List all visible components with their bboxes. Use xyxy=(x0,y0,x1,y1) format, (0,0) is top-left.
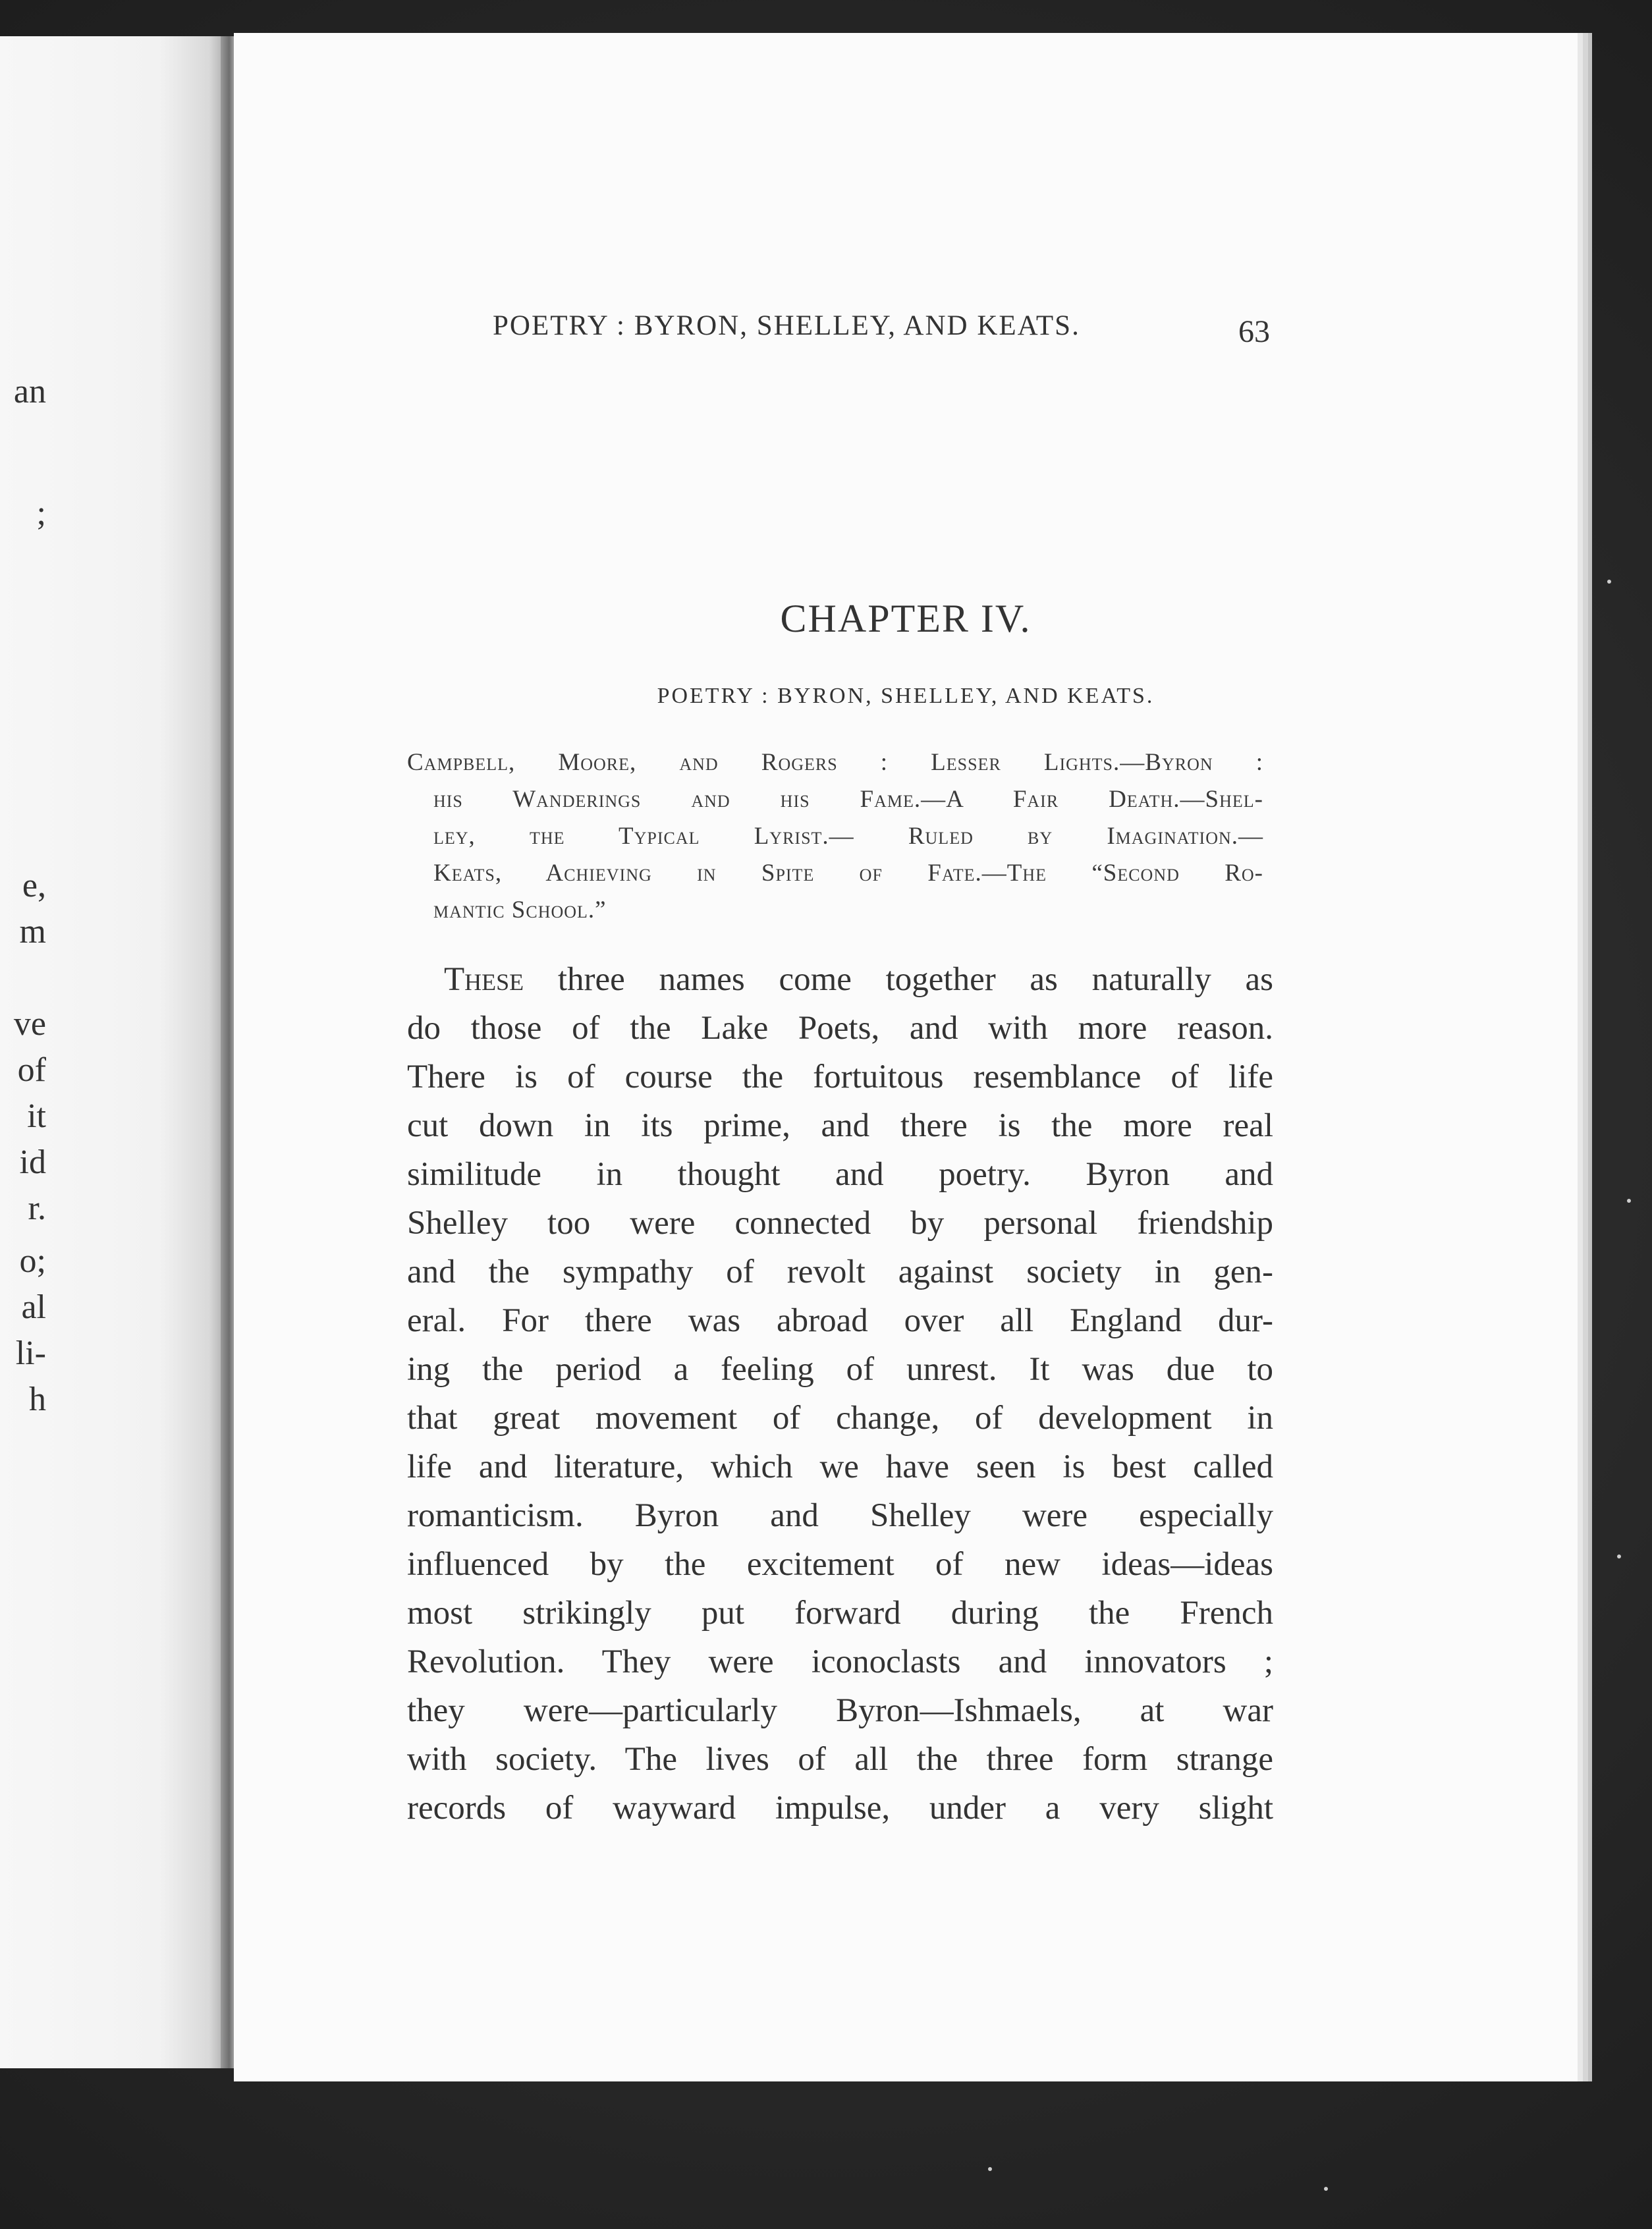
text-line: do those of the Lake Poets, and with more reason. xyxy=(407,1010,1273,1047)
synopsis-line: ley, the Typical Lyrist.— Ruled by Imagination.— xyxy=(433,823,1263,850)
synopsis-line: Campbell, Moore, and Rogers : Lesser Lights.—Byron : xyxy=(407,749,1263,776)
text-line: romanticism. Byron and Shelley were especially xyxy=(407,1497,1273,1534)
text-line: cut down in its prime, and there is the more real xyxy=(407,1107,1273,1144)
left-page-fragment: id xyxy=(19,1143,46,1181)
body-paragraph xyxy=(407,955,1273,1832)
page-edges xyxy=(1578,46,1591,2075)
left-page-fragment: h xyxy=(29,1381,46,1418)
left-page-fragment: r. xyxy=(28,1190,46,1227)
left-page-fragment: ve xyxy=(13,1005,46,1043)
text-line: ing the period a feeling of unrest. It was due to xyxy=(407,1351,1273,1388)
chapter-subtitle: POETRY : BYRON, SHELLEY, AND KEATS. xyxy=(657,684,1155,708)
left-page-fragment: of xyxy=(17,1051,46,1089)
scan-speck xyxy=(988,2167,992,2171)
first-line-rest: three names come together as naturally as xyxy=(557,961,1274,998)
text-line: they were—particularly Byron—Ishmaels, at war xyxy=(407,1692,1273,1729)
left-page-fragment: e, xyxy=(22,867,46,904)
page-number: 63 xyxy=(1238,314,1270,349)
left-page-fragment: al xyxy=(21,1288,46,1326)
running-head: POETRY : BYRON, SHELLEY, AND KEATS. xyxy=(493,310,1080,341)
text-line: life and literature, which we have seen is best called xyxy=(407,1448,1273,1485)
text-line: Revolution. They were iconoclasts and innovators ; xyxy=(407,1643,1273,1680)
left-page-fragment: m xyxy=(19,913,46,950)
scan-speck xyxy=(1617,1555,1621,1558)
text-line: that great movement of change, of development in xyxy=(407,1400,1273,1437)
text-line: There is of course the fortuitous resemblance of life xyxy=(407,1059,1273,1095)
scan-speck xyxy=(1324,2187,1328,2191)
text-line: eral. For there was abroad over all England dur- xyxy=(407,1302,1273,1339)
left-page xyxy=(0,36,227,2068)
text-line: most strikingly put forward during the French xyxy=(407,1595,1273,1632)
text-line: influenced by the excitement of new ideas—ideas xyxy=(407,1546,1273,1583)
first-word: These xyxy=(444,961,524,998)
left-page-fragment: an xyxy=(13,373,46,410)
text-line: and the sympathy of revolt against society in gen- xyxy=(407,1253,1273,1290)
scan-speck xyxy=(1627,1199,1631,1203)
text-line: with society. The lives of all the three form strange xyxy=(407,1741,1273,1778)
left-page-fragment: o; xyxy=(19,1242,46,1280)
paragraph-first-line xyxy=(407,955,1273,1004)
text-line: similitude in thought and poetry. Byron and xyxy=(407,1156,1273,1193)
left-page-fragment: li- xyxy=(15,1335,46,1372)
chapter-synopsis xyxy=(407,744,1263,929)
synopsis-line: Keats, Achieving in Spite of Fate.—The “Second Ro- xyxy=(433,860,1263,887)
scan-speck xyxy=(1607,580,1611,584)
left-page-fragment: ; xyxy=(36,495,46,532)
text-line: Shelley too were connected by personal friendship xyxy=(407,1205,1273,1242)
chapter-title: CHAPTER IV. xyxy=(780,597,1032,640)
synopsis-line: his Wanderings and his Fame.—A Fair Death.—Shel- xyxy=(433,786,1263,813)
text-line: records of wayward impulse, under a very slight xyxy=(407,1790,1273,1827)
left-page-fragment: it xyxy=(27,1097,46,1135)
synopsis-line: mantic School.” xyxy=(433,896,607,923)
